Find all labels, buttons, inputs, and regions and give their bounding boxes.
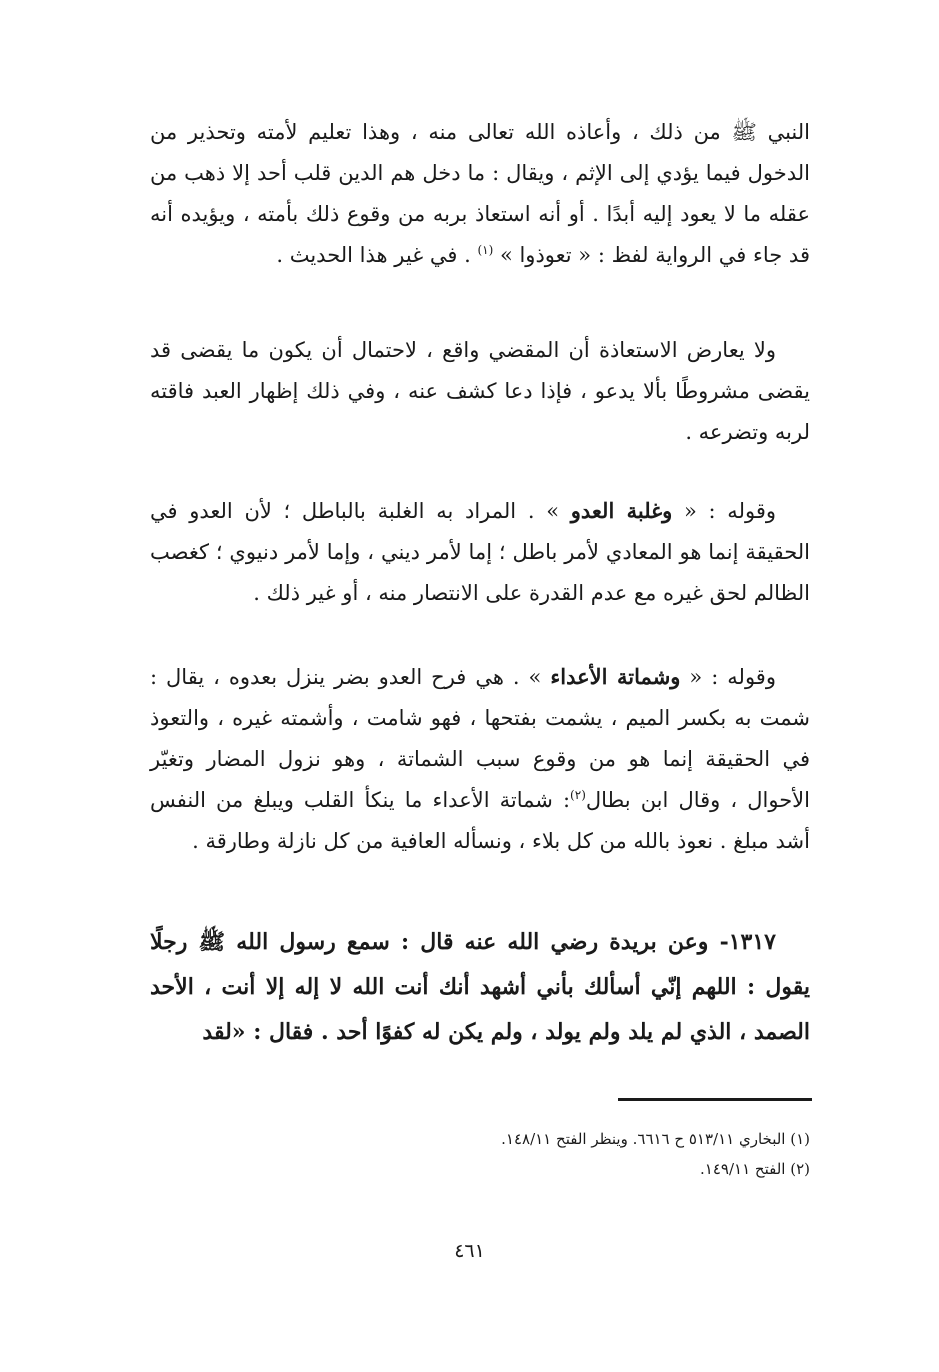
footnote-ref-1: (١) xyxy=(477,243,494,257)
paragraph-text: : شماتة الأعداء ما ينكأ القلب ويبلغ من النفس أشد مبلغ . نعوذ بالله من كل بلاء ، ونسأله العافية من كل نازلة وطارقة . xyxy=(150,788,810,853)
footnotes xyxy=(150,1124,810,1184)
paragraph-commentary-1 xyxy=(150,112,810,276)
paragraph-commentary-3 xyxy=(150,490,810,614)
footnote-ref-2: (٢) xyxy=(570,788,586,802)
paragraph-lead: وقوله : « xyxy=(684,499,776,523)
hadith-body: ١٣١٧- وعن بريدة رضي الله عنه قال : سمع رسول الله ﷺ رجلًا يقول : اللهم إنّي أسألك بأني أشهد أنك أنت الله لا إله إلا أنت ، الأحد الصمد ، الذي لم يلد ولم يولد ، ولم يكن له كفوًا أحد . فقال : «لقد xyxy=(150,929,810,1045)
paragraph-commentary-2 xyxy=(150,330,810,453)
footnote-separator xyxy=(618,1098,812,1101)
paragraph-lead: وقوله : « xyxy=(689,665,776,689)
quoted-term: وشماتة الأعداء xyxy=(550,664,681,689)
page-number: ٤٦١ xyxy=(454,1240,485,1262)
paragraph-text: » . المراد به الغلبة بالباطل ؛ لأن العدو في الحقيقة إنما هو المعادي لأمر باطل ؛ إما لأمر ديني ، وإما لأمر دنيوي ؛ كغصب الظالم لحق غيره مع عدم القدرة على الانتصار منه ، أو غير ذلك . xyxy=(150,499,810,605)
hadith-text xyxy=(150,920,810,1055)
paragraph-commentary-4 xyxy=(150,656,810,862)
footnote-1: (١) البخاري ٥١٣/١١ ح ٦٦١٦. وينظر الفتح ١٤٨/١١. xyxy=(501,1130,810,1148)
paragraph-text: . في غير هذا الحديث . xyxy=(276,243,471,267)
paragraph-text: النبي ﷺ من ذلك ، وأعاذه الله تعالى منه ، وهذا تعليم لأمته وتحذير من الدخول فيما يؤدي إلى الإثم ، ويقال : ما دخل هم الدين قلب أحد إلا ذهب من عقله ما لا يعود إليه أبدًا . أو أنه استعاذ بربه من وقوع ذلك بأمته ، ويؤيده أنه قد جاء في الرواية لفظ : « تعوذوا » xyxy=(150,120,810,267)
paragraph-text: » . هي فرح العدو بضر ينزل بعدوه ، يقال : شمت به بكسر الميم ، يشمت بفتحها ، فهو شامت ، وأشمته غيره ، والتعوذ في الحقيقة إنما هو من وقوع سبب الشماتة ، وهو نزول المضار وتغيّر الأحوال ، وقال ابن بطال xyxy=(150,665,810,812)
footnote-2: (٢) الفتح ١٤٩/١١. xyxy=(700,1160,810,1178)
quoted-term: وغلبة العدو xyxy=(570,498,673,523)
paragraph-text: ولا يعارض الاستعاذة أن المقضي واقع ، لاحتمال أن يكون ما يقضى قد يقضى مشروطًا بألا يدعو ، فإذا دعا كشف عنه ، وفي ذلك إظهار العبد فاقته لربه وتضرعه . xyxy=(150,338,810,444)
